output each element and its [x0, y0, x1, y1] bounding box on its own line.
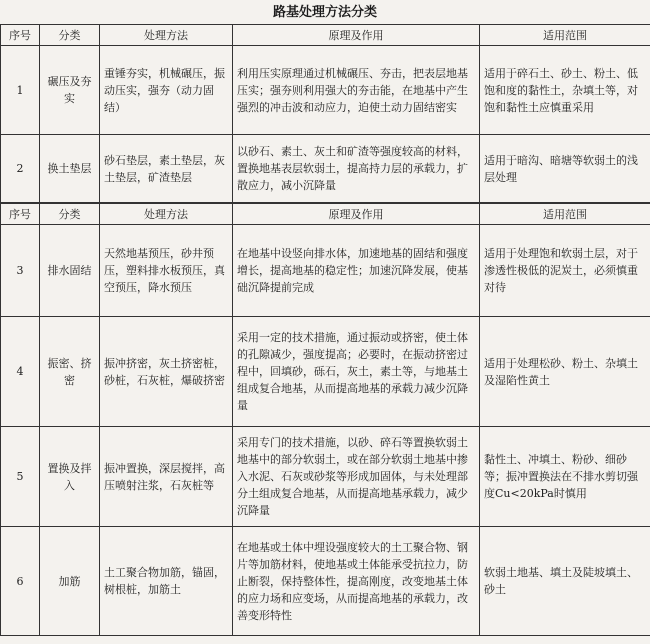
cell-method: 砂石垫层，素土垫层，灰土垫层，矿渣垫层	[100, 135, 233, 203]
header-seq: 序号	[1, 25, 40, 46]
table-row	[1, 225, 650, 317]
cell-category: 加筋	[40, 527, 100, 636]
cell-seq: 6	[1, 527, 40, 636]
header-seq: 序号	[1, 204, 40, 225]
cell-principle: 采用专门的技术措施，以砂、碎石等置换软弱土地基中的部分软弱土，或在部分软弱土地基中掺入水泥、石灰或砂浆等形成加固体，与未处理部分土组成复合地基，从而提高地基承载力，减少沉降量	[233, 427, 480, 527]
cell-seq: 1	[1, 46, 40, 135]
classification-table-part2	[0, 203, 650, 636]
header-scope: 适用范围	[480, 25, 650, 46]
cell-principle: 利用压实原理通过机械碾压、夯击，把表层地基压实；强夯则利用强大的夯击能，在地基中产生强烈的冲击波和动应力，迫使土动力固结密实	[233, 46, 480, 135]
cell-scope: 适用于暗沟、暗塘等软弱土的浅层处理	[480, 135, 650, 203]
header-category: 分类	[40, 25, 100, 46]
cell-method: 天然地基预压，砂井预压，塑料排水板预压，真空预压，降水预压	[100, 225, 233, 317]
cell-scope: 适用于碎石土、砂土、粉土、低饱和度的黏性土，杂填土等，对饱和黏性土应慎重采用	[480, 46, 650, 135]
header-method: 处理方法	[100, 204, 233, 225]
cell-method: 振冲置换，深层搅拌，高压喷射注浆，石灰桩等	[100, 427, 233, 527]
cell-principle: 在地基或土体中埋设强度较大的土工聚合物、钢片等加筋材料，使地基或土体能承受抗拉力，防止断裂，保持整体性，提高刚度，改变地基土体的应力场和应变场，从而提高地基的承载力，改善变形特性	[233, 527, 480, 636]
header-method: 处理方法	[100, 25, 233, 46]
cell-category: 置换及拌入	[40, 427, 100, 527]
cell-category: 碾压及夯实	[40, 46, 100, 135]
cell-seq: 5	[1, 427, 40, 527]
header-row	[1, 204, 650, 225]
cell-principle: 采用一定的技术措施，通过振动或挤密，使土体的孔隙减少，强度提高；必要时，在振动挤密过程中，回填砂，砾石，灰土，素土等，与地基土组成复合地基，从而提高地基的承载力减少沉降量	[233, 317, 480, 427]
header-row	[1, 25, 650, 46]
cell-principle: 以砂石、素土、灰土和矿渣等强度较高的材料，置换地基表层软弱土，提高持力层的承载力，扩散应力，减小沉降量	[233, 135, 480, 203]
cell-scope: 适用于处理饱和软弱土层，对于渗透性极低的泥炭土，必须慎重对待	[480, 225, 650, 317]
cell-seq: 2	[1, 135, 40, 203]
cell-category: 换土垫层	[40, 135, 100, 203]
cell-category: 排水固结	[40, 225, 100, 317]
cell-scope: 适用于处理松砂、粉土、杂填土及湿陷性黄土	[480, 317, 650, 427]
cell-category: 振密、挤密	[40, 317, 100, 427]
cell-method: 土工聚合物加筋，锚固，树根桩，加筋土	[100, 527, 233, 636]
cell-method: 振冲挤密，灰土挤密桩，砂桩，石灰桩，爆破挤密	[100, 317, 233, 427]
header-principle: 原理及作用	[233, 25, 480, 46]
cell-seq: 4	[1, 317, 40, 427]
cell-seq: 3	[1, 225, 40, 317]
table-row	[1, 135, 650, 203]
cell-method: 重锤夯实，机械碾压，振动压实，强夯（动力固结）	[100, 46, 233, 135]
header-principle: 原理及作用	[233, 204, 480, 225]
header-scope: 适用范围	[480, 204, 650, 225]
cell-scope: 软弱土地基、填土及陡坡填土、砂土	[480, 527, 650, 636]
classification-table-part1	[0, 24, 650, 203]
cell-scope: 黏性土、冲填土、粉砂、细砂等；振冲置换法在不排水剪切强度Cu<20kPa时慎用	[480, 427, 650, 527]
table-row	[1, 317, 650, 427]
header-category: 分类	[40, 204, 100, 225]
page-title: 路基处理方法分类	[272, 5, 377, 20]
cell-principle: 在地基中设竖向排水体，加速地基的固结和强度增长，提高地基的稳定性；加速沉降发展，使基础沉降提前完成	[233, 225, 480, 317]
table-row	[1, 427, 650, 527]
table-row	[1, 527, 650, 636]
table-row	[1, 46, 650, 135]
